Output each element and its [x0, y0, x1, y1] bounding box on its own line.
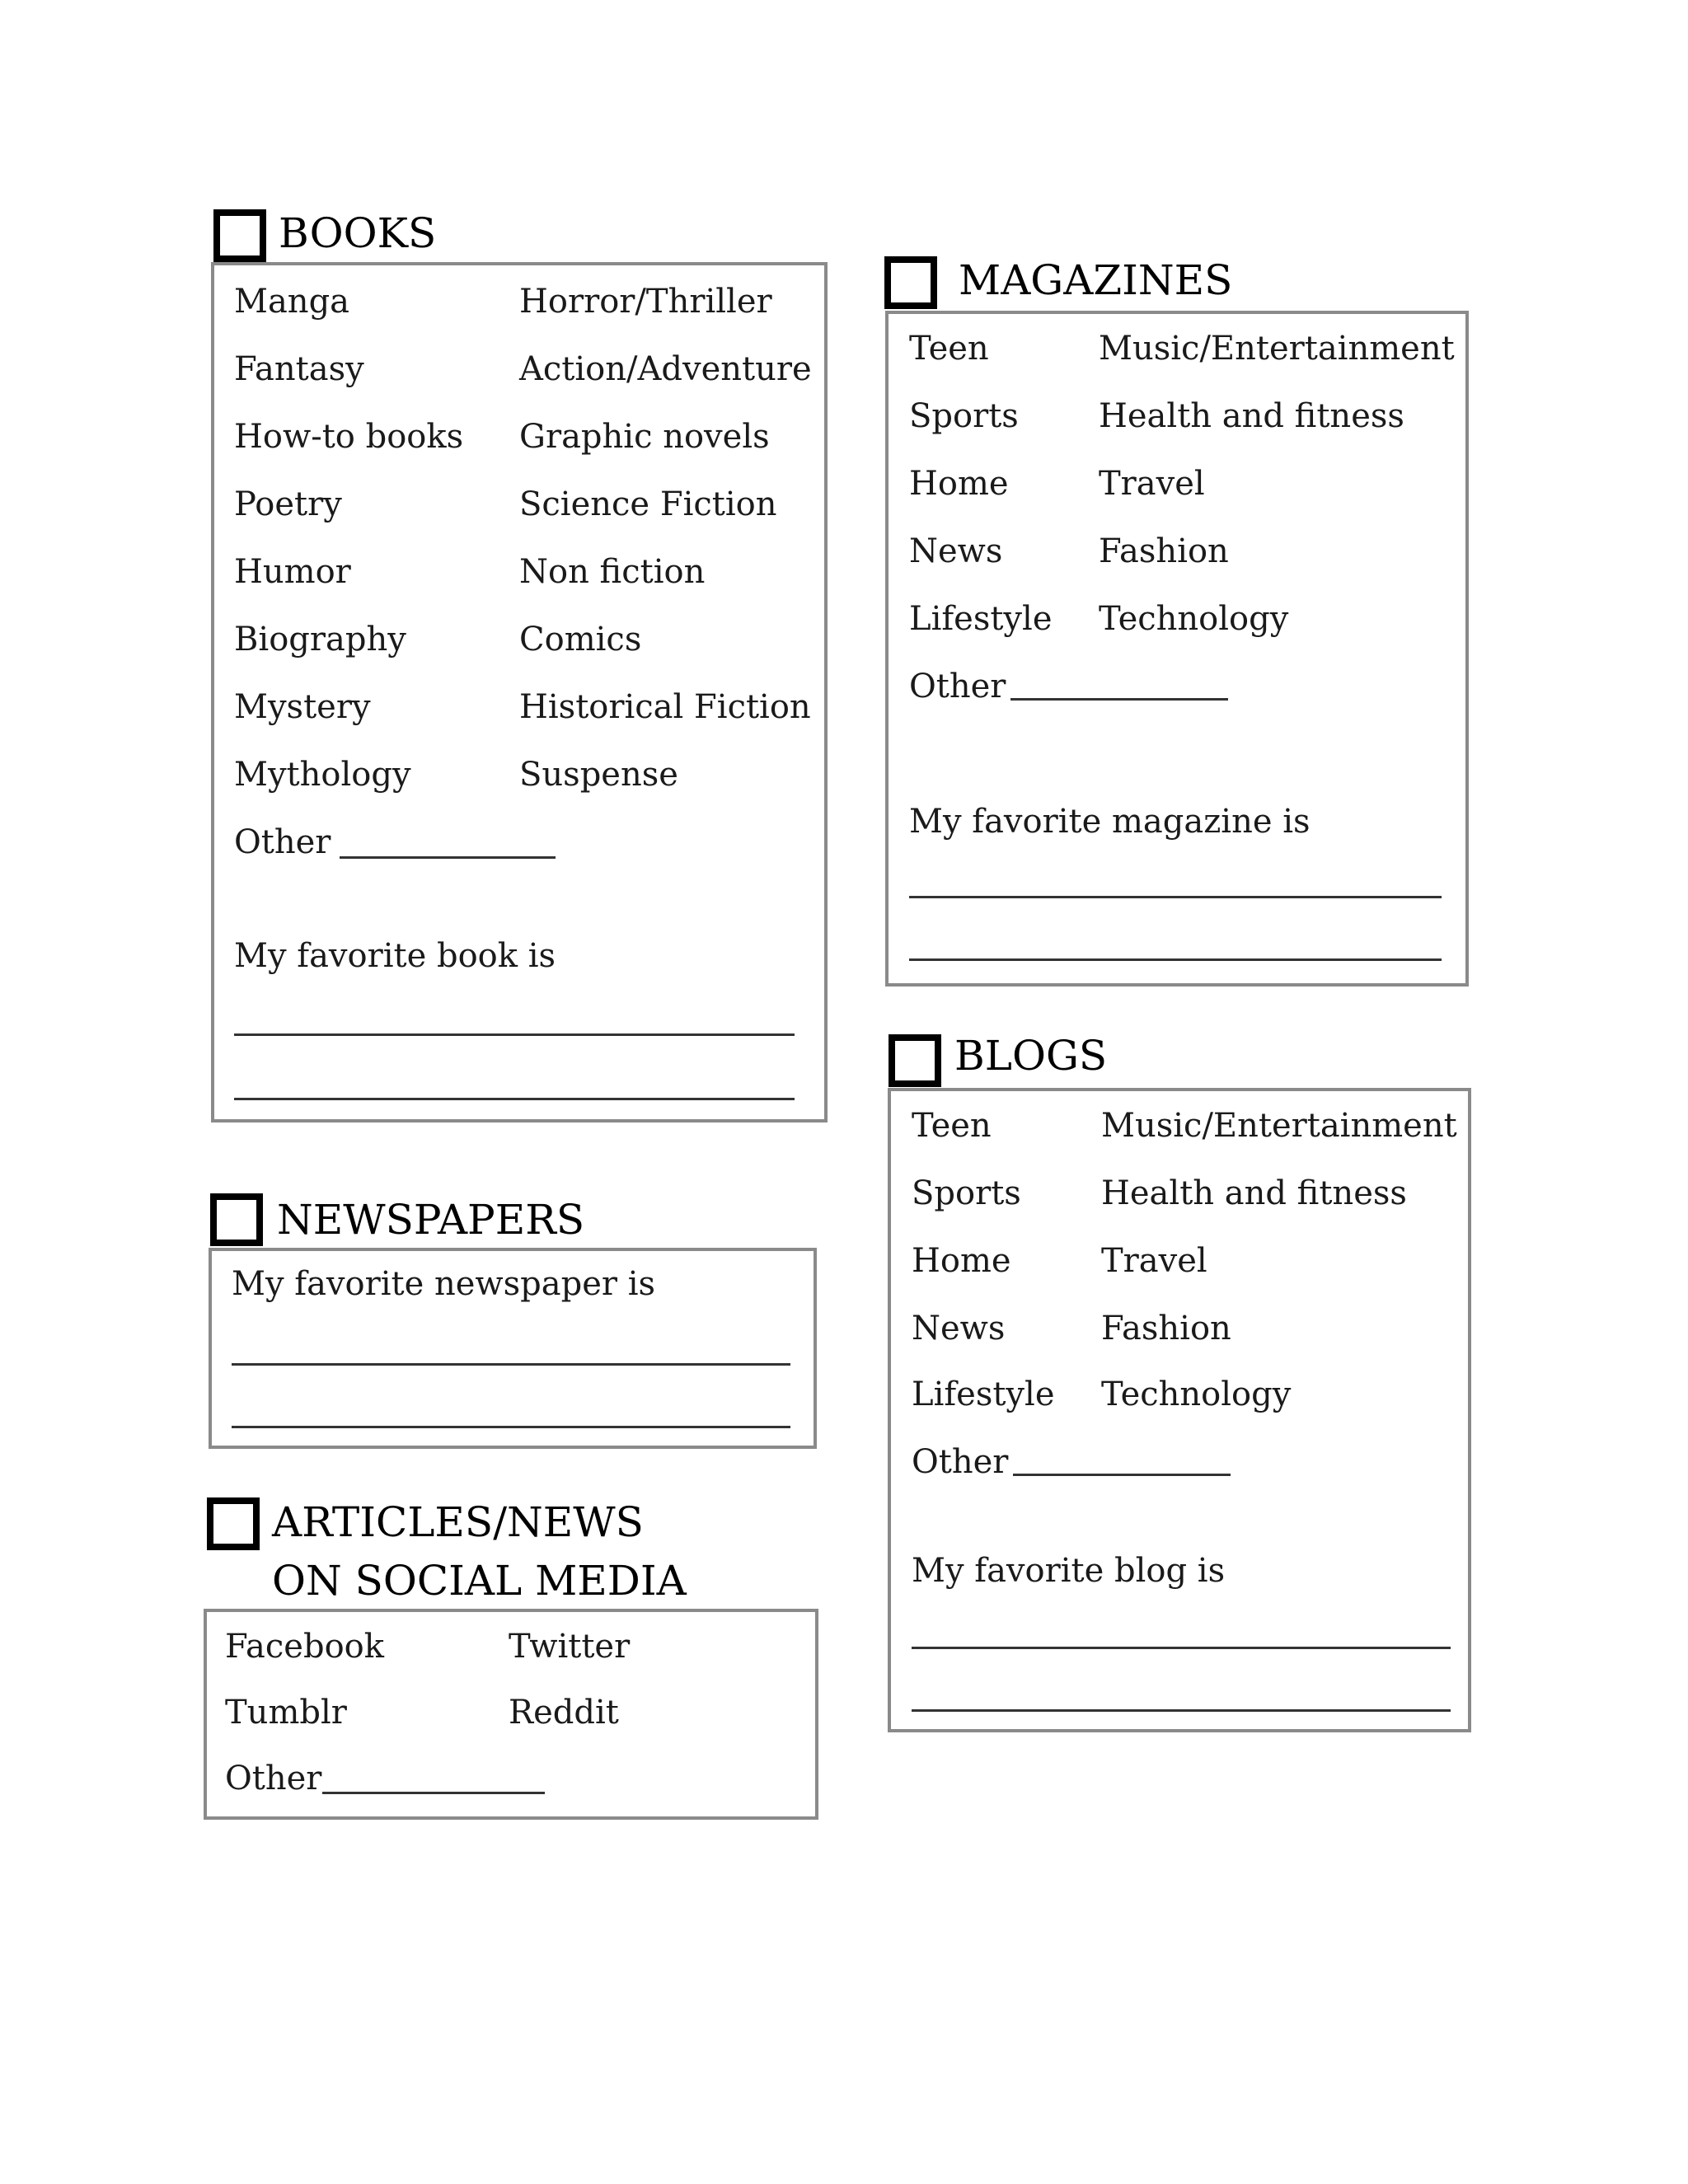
blogs-option[interactable]: Technology [1101, 1376, 1292, 1413]
newspapers-favorite-field[interactable] [232, 1426, 790, 1428]
blogs-option[interactable]: Music/Entertainment [1101, 1107, 1457, 1145]
books-option[interactable]: Mythology [234, 756, 411, 794]
magazines-favorite-field[interactable] [909, 958, 1442, 961]
magazines-favorite-label: My favorite magazine is [909, 803, 1311, 841]
blogs-option[interactable]: Home [912, 1242, 1011, 1280]
books-option[interactable]: Science Fiction [519, 485, 777, 523]
magazines-option[interactable]: News [909, 532, 1003, 570]
newspapers-favorite-label: My favorite newspaper is [232, 1265, 656, 1303]
books-option[interactable]: Comics [519, 621, 642, 658]
blogs-favorite-field[interactable] [912, 1647, 1451, 1649]
books-option[interactable]: How-to books [234, 418, 464, 456]
articles-title-line1: ARTICLES/NEWS [272, 1498, 644, 1546]
blogs-other-option[interactable]: Other [912, 1443, 1009, 1481]
books-title: BOOKS [279, 209, 437, 257]
books-other-option[interactable]: Other [234, 823, 331, 861]
books-option[interactable]: Action/Adventure [519, 350, 812, 388]
magazines-title: MAGAZINES [959, 256, 1233, 304]
books-option[interactable]: Suspense [519, 756, 678, 794]
newspapers-title: NEWSPAPERS [277, 1196, 585, 1244]
blogs-option[interactable]: Sports [912, 1174, 1021, 1212]
magazines-option[interactable]: Sports [909, 397, 1019, 435]
books-option[interactable]: Humor [234, 553, 351, 591]
articles-option[interactable]: Reddit [509, 1694, 619, 1732]
magazines-panel [885, 311, 1469, 987]
articles-other-field[interactable] [322, 1792, 545, 1794]
newspapers-checkbox[interactable] [210, 1193, 263, 1246]
blogs-option[interactable]: Fashion [1101, 1310, 1231, 1347]
books-other-field[interactable] [340, 856, 556, 859]
magazines-option[interactable]: Fashion [1099, 532, 1229, 570]
articles-option[interactable]: Facebook [225, 1628, 384, 1666]
books-option[interactable]: Mystery [234, 688, 371, 726]
articles-checkbox[interactable] [207, 1497, 260, 1550]
magazines-option[interactable]: Home [909, 465, 1009, 503]
magazines-option[interactable]: Travel [1099, 465, 1205, 503]
magazines-favorite-field[interactable] [909, 896, 1442, 898]
magazines-option[interactable]: Music/Entertainment [1099, 330, 1455, 368]
articles-option[interactable]: Tumblr [225, 1694, 347, 1732]
articles-panel [204, 1609, 818, 1820]
books-favorite-label: My favorite book is [234, 937, 556, 975]
magazines-checkbox[interactable] [884, 256, 937, 309]
blogs-favorite-label: My favorite blog is [912, 1552, 1226, 1590]
books-option[interactable]: Fantasy [234, 350, 364, 388]
blogs-checkbox[interactable] [889, 1034, 941, 1087]
magazines-other-field[interactable] [1010, 698, 1228, 701]
books-checkbox[interactable] [213, 209, 266, 262]
blogs-option[interactable]: Travel [1101, 1242, 1207, 1280]
books-option[interactable]: Manga [234, 283, 350, 321]
books-option[interactable]: Non fiction [519, 553, 706, 591]
blogs-option[interactable]: Health and fitness [1101, 1174, 1407, 1212]
books-option[interactable]: Graphic novels [519, 418, 770, 456]
books-option[interactable]: Biography [234, 621, 406, 658]
blogs-other-field[interactable] [1013, 1474, 1231, 1476]
books-favorite-field[interactable] [234, 1098, 795, 1100]
articles-title-line2: ON SOCIAL MEDIA [272, 1557, 687, 1605]
magazines-option[interactable]: Technology [1099, 600, 1289, 638]
magazines-other-option[interactable]: Other [909, 668, 1006, 705]
blogs-title: BLOGS [954, 1032, 1108, 1080]
magazines-option[interactable]: Health and fitness [1099, 397, 1404, 435]
books-option[interactable]: Historical Fiction [519, 688, 811, 726]
blogs-option[interactable]: News [912, 1310, 1006, 1347]
newspapers-favorite-field[interactable] [232, 1363, 790, 1366]
books-panel [211, 262, 828, 1122]
magazines-option[interactable]: Lifestyle [909, 600, 1053, 638]
blogs-panel [888, 1088, 1471, 1732]
blogs-option[interactable]: Lifestyle [912, 1376, 1055, 1413]
articles-other-option[interactable]: Other [225, 1760, 322, 1797]
blogs-option[interactable]: Teen [912, 1107, 992, 1145]
articles-option[interactable]: Twitter [509, 1628, 631, 1666]
magazines-option[interactable]: Teen [909, 330, 989, 368]
books-option[interactable]: Horror/Thriller [519, 283, 772, 321]
blogs-favorite-field[interactable] [912, 1709, 1451, 1712]
newspapers-panel [209, 1248, 817, 1449]
books-option[interactable]: Poetry [234, 485, 342, 523]
books-favorite-field[interactable] [234, 1033, 795, 1036]
